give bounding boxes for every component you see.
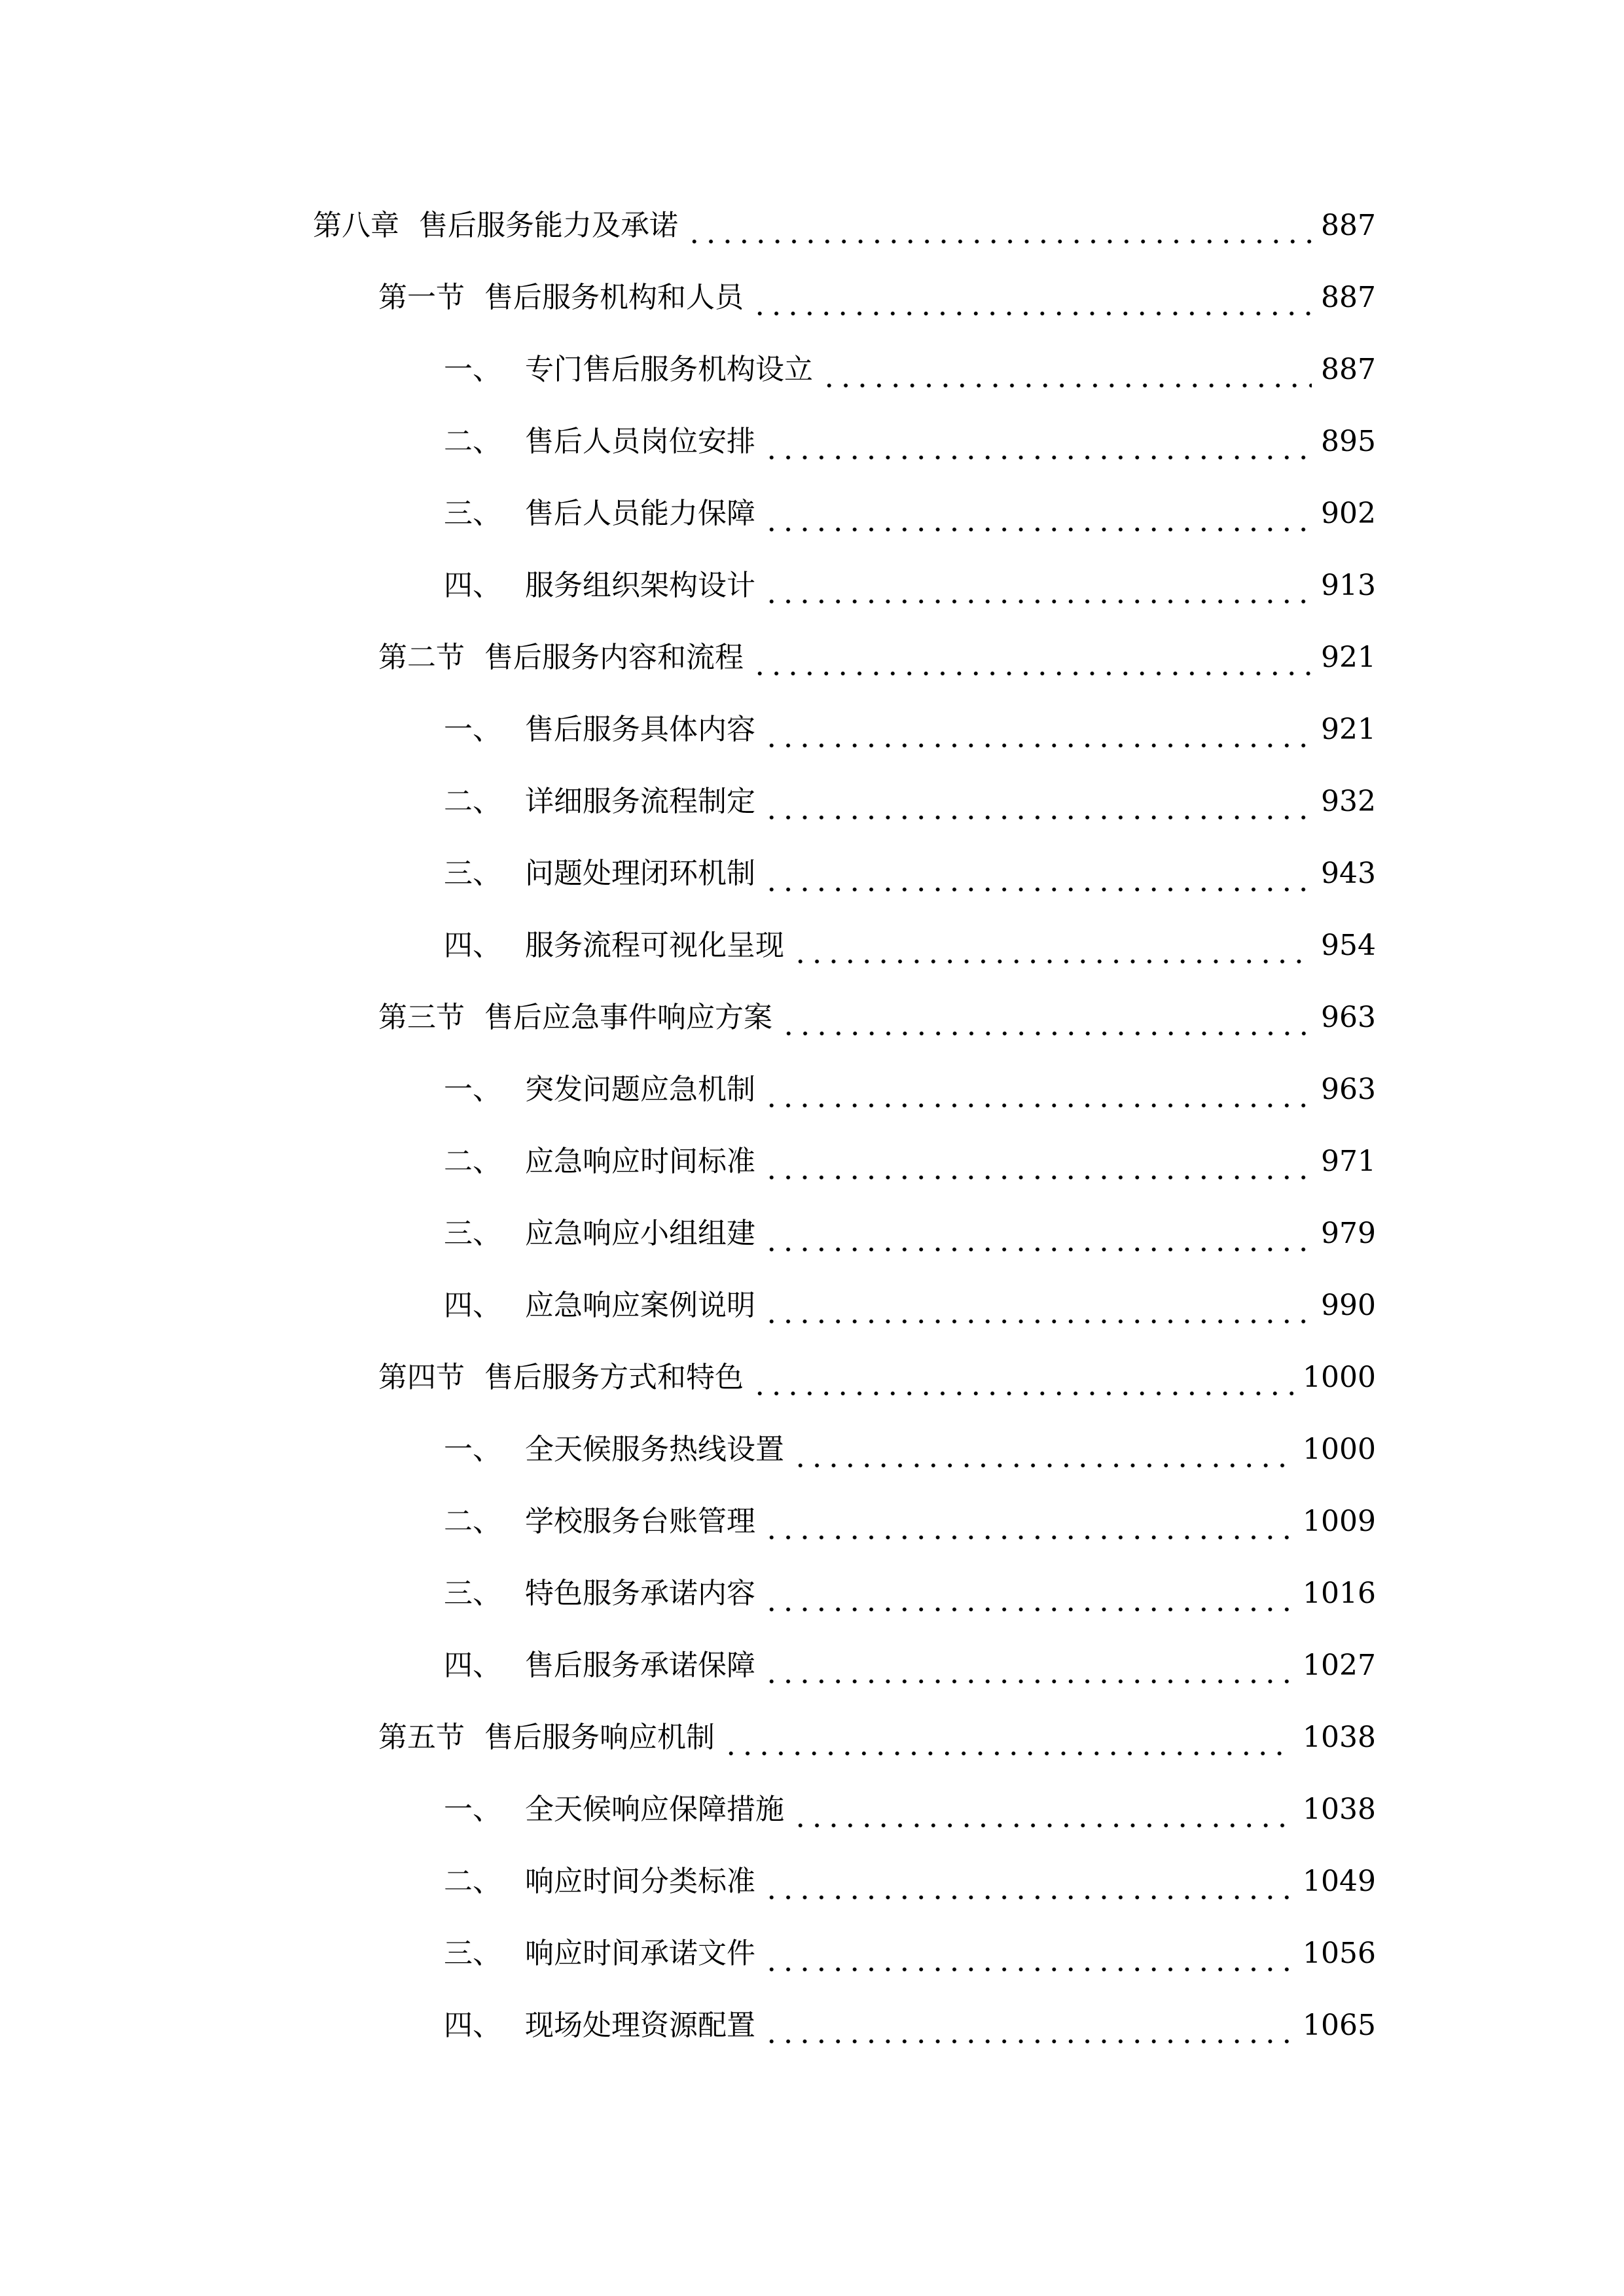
- dot-leader: [763, 1873, 1293, 1901]
- toc-entry-title: 售后服务具体内容: [525, 713, 755, 746]
- toc-entry-subsection[interactable]: [313, 766, 1376, 838]
- dot-leader: [763, 1945, 1293, 1973]
- toc-entry-page: 887: [1321, 353, 1376, 386]
- dot-leader: [763, 1081, 1312, 1109]
- toc-entry-page: 1027: [1303, 1649, 1376, 1682]
- toc-entry-subsection[interactable]: [313, 1774, 1376, 1846]
- toc-entry-number: 三、: [444, 1217, 501, 1250]
- toc-entry-page: 1038: [1303, 1721, 1376, 1754]
- toc-entry-title: 应急响应时间标准: [525, 1145, 755, 1178]
- toc-entry-title: 售后服务方式和特色: [484, 1361, 744, 1394]
- toc-entry-subsection[interactable]: [313, 694, 1376, 766]
- toc-entry-number: 四、: [444, 1289, 501, 1322]
- toc-entry-title: 专门售后服务机构设立: [525, 353, 813, 386]
- toc-entry-subsection[interactable]: [313, 1414, 1376, 1486]
- dot-leader: [780, 1009, 1312, 1037]
- dot-leader: [763, 1153, 1312, 1181]
- toc-entry-number: 四、: [444, 569, 501, 602]
- toc-entry-number: 第二节: [378, 641, 465, 674]
- dot-leader: [763, 865, 1312, 893]
- toc-entry-page: 1065: [1303, 2009, 1376, 2042]
- toc-entry-number: 四、: [444, 1649, 501, 1682]
- toc-entry-page: 971: [1321, 1145, 1376, 1178]
- toc-entry-number: 一、: [444, 1073, 501, 1106]
- toc-entry-page: 1000: [1303, 1361, 1376, 1394]
- toc-entry-title: 售后人员岗位安排: [525, 425, 755, 458]
- dot-leader: [723, 1729, 1293, 1757]
- toc-entry-page: 943: [1321, 857, 1376, 890]
- toc-entry-title: 全天候服务热线设置: [525, 1433, 784, 1466]
- toc-entry-number: 二、: [444, 425, 501, 458]
- toc-entry-title: 服务组织架构设计: [525, 569, 755, 602]
- toc-entry-subsection[interactable]: [313, 478, 1376, 550]
- toc-entry-number: 一、: [444, 1793, 501, 1826]
- toc-entry-page: 1049: [1303, 1865, 1376, 1898]
- toc-entry-title: 售后人员能力保障: [525, 497, 755, 530]
- toc-entry-title: 售后应急事件响应方案: [484, 1001, 772, 1034]
- toc-entry-subsection[interactable]: [313, 1270, 1376, 1342]
- toc-entry-number: 第三节: [378, 1001, 465, 1034]
- dot-leader: [792, 1801, 1293, 1829]
- toc-entry-page: 921: [1321, 641, 1376, 674]
- toc-entry-number: 四、: [444, 929, 501, 962]
- toc-entry-subsection[interactable]: [313, 1846, 1376, 1918]
- toc-entry-section[interactable]: [313, 982, 1376, 1054]
- toc-entry-number: 二、: [444, 785, 501, 818]
- toc-entry-page: 902: [1321, 497, 1376, 530]
- toc-entry-subsection[interactable]: [313, 1918, 1376, 1990]
- toc-entry-section[interactable]: [313, 1342, 1376, 1414]
- toc-entry-number: 二、: [444, 1505, 501, 1538]
- toc-entry-subsection[interactable]: [313, 1558, 1376, 1630]
- toc-entry-subsection[interactable]: [313, 1126, 1376, 1198]
- toc-entry-title: 服务流程可视化呈现: [525, 929, 784, 962]
- toc-entry-subsection[interactable]: [313, 1990, 1376, 2062]
- dot-leader: [763, 1657, 1293, 1685]
- dot-leader: [763, 433, 1312, 461]
- toc-entry-title: 突发问题应急机制: [525, 1073, 755, 1106]
- toc-entry-number: 第八章: [313, 209, 399, 242]
- toc-entry-subsection[interactable]: [313, 1630, 1376, 1702]
- dot-leader: [763, 1297, 1312, 1325]
- dot-leader: [763, 793, 1312, 821]
- toc-entry-number: 三、: [444, 1577, 501, 1610]
- toc-entry-page: 990: [1321, 1289, 1376, 1322]
- toc-entry-page: 954: [1321, 929, 1376, 962]
- toc-entry-number: 三、: [444, 497, 501, 530]
- toc-entry-page: 895: [1321, 425, 1376, 458]
- toc-entry-page: 887: [1321, 209, 1376, 242]
- toc-entry-number: 四、: [444, 2009, 501, 2042]
- toc-entry-title: 售后服务承诺保障: [525, 1649, 755, 1682]
- toc-entry-subsection[interactable]: [313, 1054, 1376, 1126]
- toc-entry-page: 979: [1321, 1217, 1376, 1250]
- dot-leader: [792, 1441, 1293, 1469]
- toc-entry-number: 一、: [444, 353, 501, 386]
- toc-entry-number: 第五节: [378, 1721, 465, 1754]
- toc-entry-title: 问题处理闭环机制: [525, 857, 755, 890]
- toc-entry-page: 1038: [1303, 1793, 1376, 1826]
- toc-entry-title: 响应时间承诺文件: [525, 1937, 755, 1970]
- dot-leader: [751, 649, 1312, 677]
- toc-entry-title: 售后服务响应机制: [484, 1721, 715, 1754]
- toc-entry-title: 特色服务承诺内容: [525, 1577, 755, 1610]
- dot-leader: [763, 721, 1312, 749]
- toc-entry-page: 1000: [1303, 1433, 1376, 1466]
- toc-entry-page: 1009: [1303, 1505, 1376, 1538]
- dot-leader: [751, 1369, 1293, 1397]
- toc-entry-page: 963: [1321, 1073, 1376, 1106]
- toc-entry-page: 921: [1321, 713, 1376, 746]
- toc-entry-title: 应急响应案例说明: [525, 1289, 755, 1322]
- toc-entry-number: 第一节: [378, 281, 465, 314]
- toc-entry-subsection[interactable]: [313, 838, 1376, 910]
- toc-entry-page: 887: [1321, 281, 1376, 314]
- toc-entry-subsection[interactable]: [313, 1198, 1376, 1270]
- toc-entry-subsection[interactable]: [313, 910, 1376, 982]
- dot-leader: [686, 217, 1312, 245]
- toc-entry-title: 售后服务内容和流程: [484, 641, 744, 674]
- dot-leader: [763, 577, 1312, 605]
- toc-entry-number: 二、: [444, 1865, 501, 1898]
- toc-entry-number: 一、: [444, 1433, 501, 1466]
- toc-entry-page: 932: [1321, 785, 1376, 818]
- toc-entry-title: 售后服务机构和人员: [484, 281, 744, 314]
- toc-entry-subsection[interactable]: [313, 334, 1376, 406]
- toc-entry-number: 二、: [444, 1145, 501, 1178]
- dot-leader: [792, 937, 1312, 965]
- toc-entry-page: 1056: [1303, 1937, 1376, 1970]
- toc-entry-title: 详细服务流程制定: [525, 785, 755, 818]
- dot-leader: [763, 1225, 1312, 1253]
- dot-leader: [763, 505, 1312, 533]
- toc-entry-number: 第四节: [378, 1361, 465, 1394]
- toc-entry-section[interactable]: [313, 1702, 1376, 1774]
- toc-entry-subsection[interactable]: [313, 406, 1376, 478]
- table-of-contents: [313, 190, 1376, 2062]
- toc-entry-title: 全天候响应保障措施: [525, 1793, 784, 1826]
- toc-entry-subsection[interactable]: [313, 1486, 1376, 1558]
- toc-entry-title: 售后服务能力及承诺: [419, 209, 678, 242]
- toc-entry-page: 963: [1321, 1001, 1376, 1034]
- toc-entry-number: 三、: [444, 857, 501, 890]
- toc-entry-title: 应急响应小组组建: [525, 1217, 755, 1250]
- toc-entry-section[interactable]: [313, 622, 1376, 694]
- toc-entry-title: 学校服务台账管理: [525, 1505, 755, 1538]
- toc-entry-page: 913: [1321, 569, 1376, 602]
- toc-entry-title: 响应时间分类标准: [525, 1865, 755, 1898]
- toc-entry-page: 1016: [1303, 1577, 1376, 1610]
- dot-leader: [821, 361, 1312, 389]
- dot-leader: [763, 2017, 1293, 2045]
- toc-entry-title: 现场处理资源配置: [525, 2009, 755, 2042]
- dot-leader: [763, 1585, 1293, 1613]
- dot-leader: [763, 1513, 1293, 1541]
- toc-entry-section[interactable]: [313, 262, 1376, 334]
- dot-leader: [751, 289, 1312, 317]
- toc-entry-number: 三、: [444, 1937, 501, 1970]
- toc-entry-subsection[interactable]: [313, 550, 1376, 622]
- toc-entry-chapter[interactable]: [313, 190, 1376, 262]
- toc-entry-number: 一、: [444, 713, 501, 746]
